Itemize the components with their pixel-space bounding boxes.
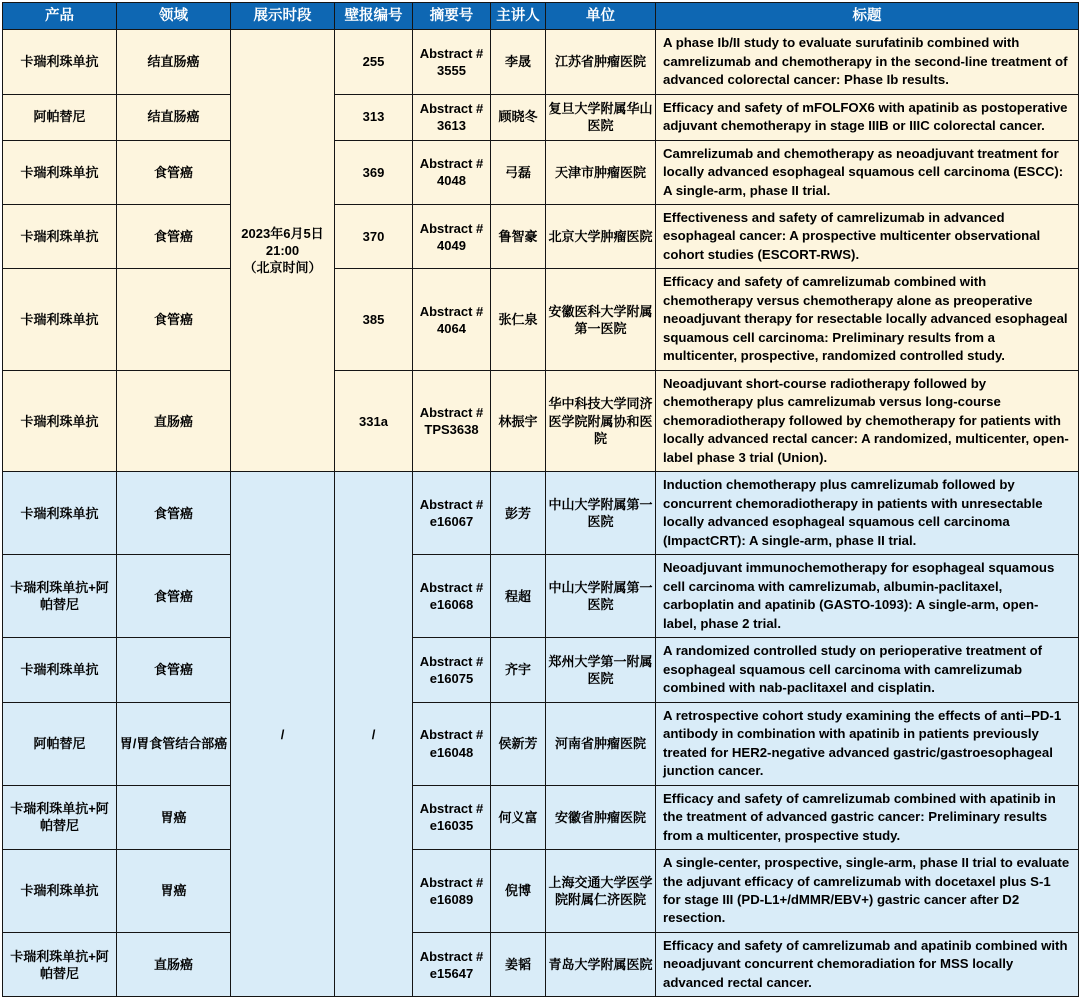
table-row [3, 555, 1079, 638]
abstract-number: TPS3638 [424, 422, 479, 438]
abstract-number-cell [413, 205, 491, 269]
abstract-number: 4048 [437, 173, 466, 189]
institution-cell: 华中科技大学同济医学院附属协和医院 [546, 370, 656, 471]
product-cell: 卡瑞利珠单抗+阿帕替尼 [3, 932, 117, 996]
abstract-number-cell [413, 94, 491, 140]
title-cell: Induction chemotherapy plus camrelizumab followed by concurrent chemoradiotherapy in patients with unresectable locally advanced esophageal squamous cell carcinoma (ImpactCRT): A single-arm, phase II trial. [656, 472, 1079, 555]
speaker-cell: 程超 [491, 555, 546, 638]
table-row [3, 94, 1079, 140]
poster-number-cell: 313 [335, 94, 413, 140]
abstract-number: e15647 [429, 965, 474, 981]
abstract-number: e16067 [429, 514, 474, 530]
institution-cell: 安徽省肿瘤医院 [546, 785, 656, 849]
product-cell: 阿帕替尼 [3, 702, 117, 785]
field-cell: 食管癌 [117, 140, 231, 204]
abstract-number-cell [413, 702, 491, 785]
title-cell: A randomized controlled study on perioperative treatment of esophageal squamous cell carcinoma with camrelizumab combined with nab-paclitaxel and cisplatin. [656, 638, 1079, 702]
column-header-title: 标题 [656, 3, 1079, 30]
table-row [3, 932, 1079, 996]
header-row [3, 3, 1079, 30]
institution-cell: 天津市肿瘤医院 [546, 140, 656, 204]
abstract-number: e16068 [429, 597, 474, 613]
table-row [3, 472, 1079, 555]
product-cell: 卡瑞利珠单抗 [3, 269, 117, 370]
field-cell: 食管癌 [117, 472, 231, 555]
abstract-number: 4049 [437, 237, 466, 253]
table-row [3, 850, 1079, 933]
abstract-label: Abstract # [419, 220, 484, 236]
field-cell: 食管癌 [117, 555, 231, 638]
table-row [3, 30, 1079, 94]
field-cell: 食管癌 [117, 269, 231, 370]
speaker-cell: 林振宇 [491, 370, 546, 471]
abstract-number-cell [413, 555, 491, 638]
abstract-number-cell [413, 30, 491, 94]
abstract-label: Abstract # [419, 404, 484, 420]
product-cell: 卡瑞利珠单抗 [3, 638, 117, 702]
product-cell: 卡瑞利珠单抗 [3, 472, 117, 555]
abstract-number: e16035 [429, 818, 474, 834]
product-cell: 卡瑞利珠单抗+阿帕替尼 [3, 555, 117, 638]
field-cell: 结直肠癌 [117, 30, 231, 94]
institution-cell: 安徽医科大学附属第一医院 [546, 269, 656, 370]
display-period-cell: / [231, 472, 335, 997]
title-cell: Neoadjuvant short-course radiotherapy followed by chemotherapy plus camrelizumab versus long-course chemoradiotherapy followed by chemotherapy for patients with locally advanced rectal cancer: A randomized, multicenter, open-label phase 3 trial (Union). [656, 370, 1079, 471]
product-cell: 卡瑞利珠单抗 [3, 140, 117, 204]
column-header-period: 展示时段 [231, 3, 335, 30]
table-row [3, 702, 1079, 785]
column-header-product: 产品 [3, 3, 117, 30]
title-cell: A phase Ib/II study to evaluate surufatinib combined with camrelizumab and chemotherapy in the second-line treatment of advanced colorectal cancer: Phase Ib results. [656, 30, 1079, 94]
display-period-line: （北京时间） [243, 260, 322, 276]
institution-cell: 江苏省肿瘤医院 [546, 30, 656, 94]
product-cell: 卡瑞利珠单抗 [3, 370, 117, 471]
poster-schedule-table [2, 2, 1079, 997]
abstract-label: Abstract # [419, 727, 484, 743]
abstract-number: e16075 [429, 670, 474, 686]
table-row [3, 370, 1079, 471]
abstract-number-cell [413, 269, 491, 370]
title-cell: A single-center, prospective, single-arm, phase II trial to evaluate the adjuvant efficacy of camrelizumab with docetaxel plus S-1 for stage III (PD-L1+/dMMR/EBV+) gastric cancer after D2 resection. [656, 850, 1079, 933]
institution-cell: 上海交通大学医学院附属仁济医院 [546, 850, 656, 933]
field-cell: 胃癌 [117, 785, 231, 849]
table-row [3, 269, 1079, 370]
column-header-poster: 壁报编号 [335, 3, 413, 30]
abstract-label: Abstract # [419, 874, 484, 890]
institution-cell: 郑州大学第一附属医院 [546, 638, 656, 702]
table-row [3, 785, 1079, 849]
poster-number-cell: 370 [335, 205, 413, 269]
abstract-number-cell [413, 140, 491, 204]
product-cell: 卡瑞利珠单抗 [3, 30, 117, 94]
poster-number-merged-cell: / [335, 472, 413, 997]
institution-cell: 河南省肿瘤医院 [546, 702, 656, 785]
speaker-cell: 齐宇 [491, 638, 546, 702]
field-cell: 食管癌 [117, 205, 231, 269]
poster-number-cell: 331a [335, 370, 413, 471]
institution-cell: 中山大学附属第一医院 [546, 472, 656, 555]
field-cell: 胃癌 [117, 850, 231, 933]
abstract-label: Abstract # [419, 303, 484, 319]
field-cell: 直肠癌 [117, 932, 231, 996]
column-header-field: 领域 [117, 3, 231, 30]
product-cell: 卡瑞利珠单抗 [3, 850, 117, 933]
abstract-number: 3555 [437, 62, 466, 78]
abstract-number: 4064 [437, 320, 466, 336]
abstract-label: Abstract # [419, 497, 484, 513]
title-cell: Efficacy and safety of camrelizumab combined with chemotherapy versus chemotherapy alone as preoperative neoadjuvant therapy for resectable locally advanced esophageal squamous cell carcinoma: Preliminary results from a multicenter, prospective, randomized controlled study. [656, 269, 1079, 370]
abstract-number-cell [413, 638, 491, 702]
abstract-number-cell [413, 785, 491, 849]
table-header [3, 3, 1079, 30]
table-body [3, 30, 1079, 997]
abstract-label: Abstract # [419, 156, 484, 172]
title-cell: Efficacy and safety of camrelizumab combined with apatinib in the treatment of advanced gastric cancer: Preliminary results from a multicenter, prospective study. [656, 785, 1079, 849]
institution-cell: 中山大学附属第一医院 [546, 555, 656, 638]
table-row [3, 205, 1079, 269]
speaker-cell: 李晟 [491, 30, 546, 94]
abstract-number-cell [413, 370, 491, 471]
speaker-cell: 顾晓冬 [491, 94, 546, 140]
field-cell: 胃/胃食管结合部癌 [117, 702, 231, 785]
institution-cell: 北京大学肿瘤医院 [546, 205, 656, 269]
table-row [3, 140, 1079, 204]
product-cell: 卡瑞利珠单抗 [3, 205, 117, 269]
abstract-label: Abstract # [419, 801, 484, 817]
poster-number-cell: 369 [335, 140, 413, 204]
field-cell: 结直肠癌 [117, 94, 231, 140]
institution-cell: 复旦大学附属华山医院 [546, 94, 656, 140]
abstract-label: Abstract # [419, 45, 484, 61]
display-period-line: 2023年6月5日 [241, 225, 324, 241]
speaker-cell: 张仁泉 [491, 269, 546, 370]
poster-number-cell: 255 [335, 30, 413, 94]
abstract-number-cell [413, 472, 491, 555]
speaker-cell: 弓磊 [491, 140, 546, 204]
display-period-cell [231, 30, 335, 472]
speaker-cell: 侯新芳 [491, 702, 546, 785]
abstract-number: 3613 [437, 118, 466, 134]
product-cell: 阿帕替尼 [3, 94, 117, 140]
title-cell: Neoadjuvant immunochemotherapy for esophageal squamous cell carcinoma with camrelizumab, albumin-paclitaxel, carboplatin and apatinib (GASTO-1093): A single-arm, open-label, phase 2 trial. [656, 555, 1079, 638]
abstract-label: Abstract # [419, 948, 484, 964]
product-cell: 卡瑞利珠单抗+阿帕替尼 [3, 785, 117, 849]
abstract-number: e16048 [429, 744, 474, 760]
field-cell: 食管癌 [117, 638, 231, 702]
field-cell: 直肠癌 [117, 370, 231, 471]
column-header-abstract: 摘要号 [413, 3, 491, 30]
speaker-cell: 倪博 [491, 850, 546, 933]
abstract-label: Abstract # [419, 580, 484, 596]
speaker-cell: 彭芳 [491, 472, 546, 555]
title-cell: Effectiveness and safety of camrelizumab in advanced esophageal cancer: A prospective multicenter observational cohort studies (ESCORT-RWS). [656, 205, 1079, 269]
abstract-label: Abstract # [419, 100, 484, 116]
title-cell: Camrelizumab and chemotherapy as neoadjuvant treatment for locally advanced esophageal squamous cell carcinoma (ESCC): A single-arm, phase II trial. [656, 140, 1079, 204]
abstract-number-cell [413, 850, 491, 933]
title-cell: A retrospective cohort study examining the effects of anti–PD-1 antibody in combination with apatinib in patients previously treated for HER2-negative advanced gastric/gastroesophageal junction cancer. [656, 702, 1079, 785]
abstract-label: Abstract # [419, 653, 484, 669]
title-cell: Efficacy and safety of mFOLFOX6 with apatinib as postoperative adjuvant chemotherapy in stage IIIB or IIIC colorectal cancer. [656, 94, 1079, 140]
column-header-institution: 单位 [546, 3, 656, 30]
column-header-speaker: 主讲人 [491, 3, 546, 30]
table-row [3, 638, 1079, 702]
speaker-cell: 姜韬 [491, 932, 546, 996]
title-cell: Efficacy and safety of camrelizumab and apatinib combined with neoadjuvant concurrent chemoradiation for MSS locally advanced rectal cancer. [656, 932, 1079, 996]
institution-cell: 青岛大学附属医院 [546, 932, 656, 996]
abstract-number-cell [413, 932, 491, 996]
poster-number-cell: 385 [335, 269, 413, 370]
speaker-cell: 鲁智豪 [491, 205, 546, 269]
abstract-number: e16089 [429, 891, 474, 907]
speaker-cell: 何义富 [491, 785, 546, 849]
display-period-line: 21:00 [265, 243, 300, 259]
